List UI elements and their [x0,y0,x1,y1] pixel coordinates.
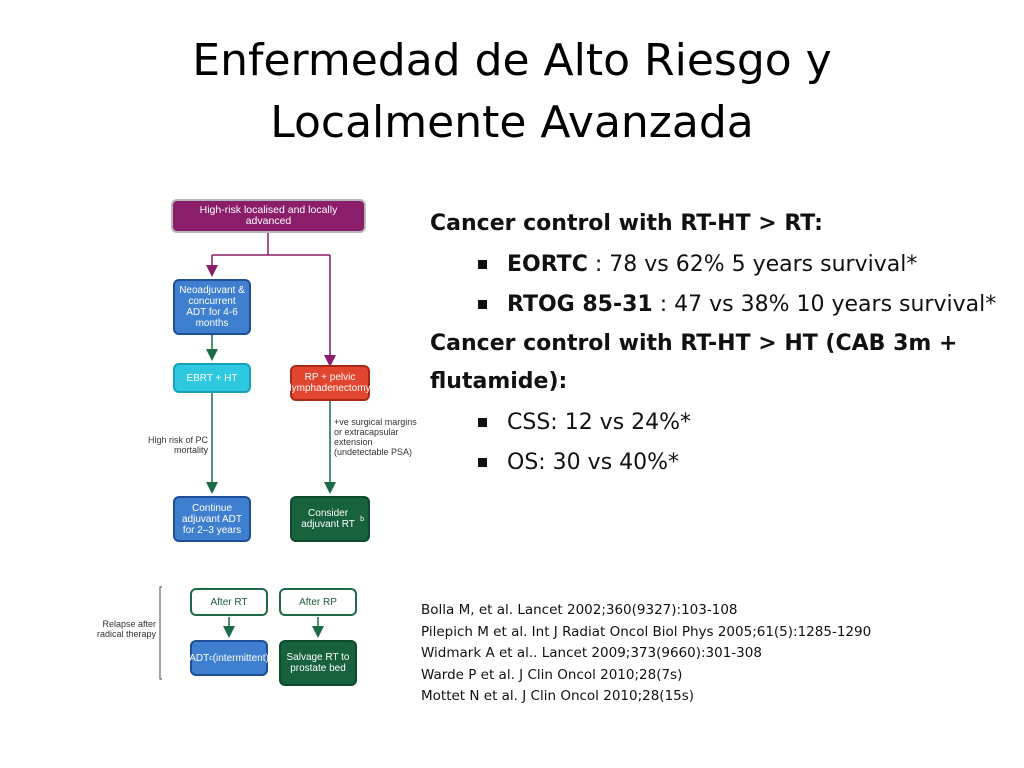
adt-sup: c [209,654,213,662]
consider-rt-text: Consider adjuvant RT [301,508,355,530]
reference-item: Bolla M, et al. Lancet 2002;360(9327):103-108 [421,602,738,618]
adt-text: ADT [189,652,210,664]
box-neoadjuvant-adt: Neoadjuvant & concurrent ADT for 4-6 months [173,279,251,335]
reference-item: Widmark A et al.. Lancet 2009;373(9660):301-308 [421,645,762,661]
rtog-label: RTOG 85-31 [507,292,653,317]
eortc-text: : 78 vs 62% 5 years survival* [587,252,918,277]
adt-suffix: (intermittent) [212,652,269,664]
bullet-square-icon [478,300,487,309]
reference-item: Pilepich M et al. Int J Radiat Oncol Biol Phys 2005;61(5):1285-1290 [421,623,872,640]
connector-top-split [212,233,330,255]
label-high-risk-mortality: High risk of PC mortality [147,435,208,455]
box-rp-lymphadenectomy: RP + pelvic lymphadenectomy [290,365,370,401]
bullet-square-icon [478,260,487,269]
bullet-os [430,444,1010,481]
rtog-text: : 47 vs 38% 10 years survival* [652,292,997,317]
eortc-label: EORTC [507,252,588,277]
title-line-1: Enfermedad de Alto Riesgo y [192,35,832,86]
css-text: CSS: 12 vs 24%* [507,410,692,435]
bullet-square-icon [478,418,487,427]
slide-title [0,30,1024,154]
reference-item: Mottet N et al. J Clin Oncol 2010;28(15s) [421,688,695,704]
box-after-rp: After RP [279,588,357,616]
box-after-rt: After RT [190,588,268,616]
reference-item: Warde P et al. J Clin Oncol 2010;28(7s) [421,666,683,683]
box-high-risk: High-risk localised and locally advanced [171,199,366,233]
references [421,600,1011,708]
bullet-css [430,404,1010,441]
box-continue-adt: Continue adjuvant ADT for 2–3 years [173,496,251,542]
heading-rt-ht-vs-rt: Cancer control with RT-HT > RT: [430,211,823,236]
label-surgical-margins: +ve surgical margins or extracapsular extension (undetectable PSA) [334,417,417,457]
consider-rt-sup: b [360,515,364,523]
bullet-eortc [430,246,1010,283]
bullet-rtog [430,286,1010,323]
treatment-flowchart [96,195,426,690]
heading-rt-ht-vs-ht: Cancer control with RT-HT > HT (CAB 3m + flutamide): [430,331,958,394]
box-salvage-rt: Salvage RT to prostate bed [279,640,357,686]
bullet-square-icon [478,458,487,467]
bullet-content [430,205,1010,481]
label-relapse: Relapse after radical therapy [96,619,156,639]
relapse-bracket [160,587,162,679]
box-consider-rt [290,496,370,542]
title-line-2: Localmente Avanzada [270,97,754,148]
box-ebrt-ht: EBRT + HT [173,363,251,393]
box-adt-intermittent [190,640,268,676]
os-text: OS: 30 vs 40%* [507,450,680,475]
